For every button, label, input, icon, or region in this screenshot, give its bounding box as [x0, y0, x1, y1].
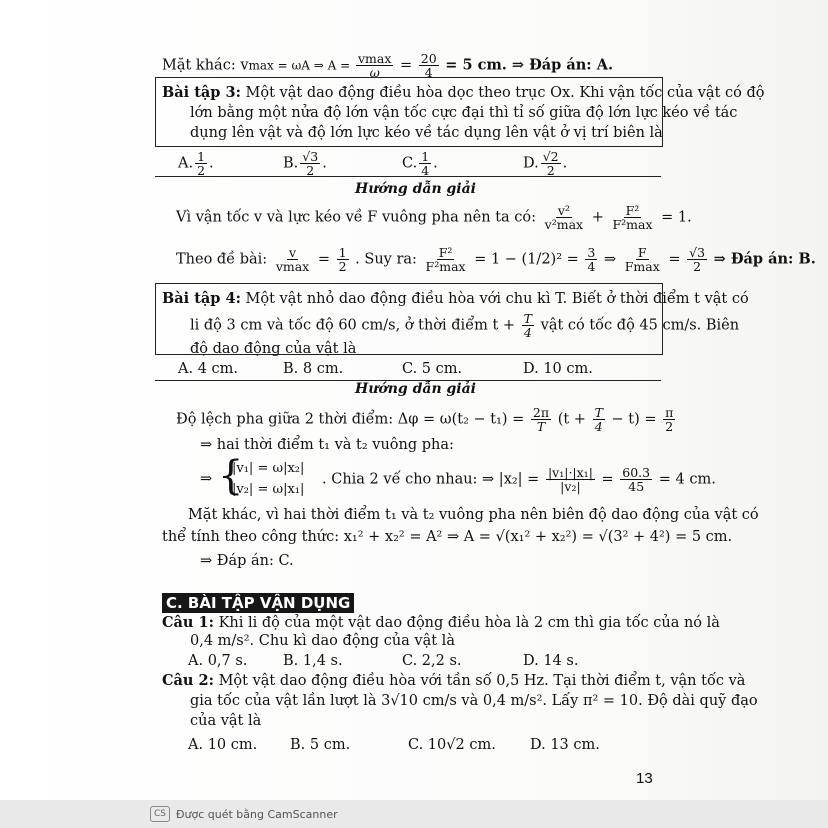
question-2-option-c: C. 10√2 cm.: [408, 737, 496, 753]
solution-3-line-2: Theo đề bài: $\frac{v}{vmax}$ = $\frac{1}{2}$ . Suy ra: $\frac{\text{F²}}{\text{F²max}}$ = 1 − (1/2)² = $\frac{3}{4}$ ⇒ $\frac{F}{Fmax}$ = $\frac{√3}{2}$ ⇒ Đáp án: B.: [176, 245, 816, 274]
section-c-header: C. BÀI TẬP VẬN DỤNG: [162, 593, 354, 613]
solution-3-line-1: Vì vận tốc v và lực kéo về F vuông pha nên ta có: $\frac{\text{v²}}{\text{v²max}}$ + $\frac{\text{F²}}{\text{F²max}}$ = 1.: [176, 203, 692, 232]
exercise-3-option-a: A. $\frac{1}{2}$ .: [178, 149, 214, 178]
solution-4-heading: Hướng dẫn giải: [355, 381, 476, 397]
camscanner-logo-icon: CS: [150, 806, 170, 822]
question-1-line-2: 0,4 m/s². Chu kì dao động của vật là: [190, 633, 455, 649]
intro-line: Mặt khác: vmax = ωA ⇒ A = $\frac{vmax}{\omega}$ = $\frac{20}{4}$ = 5 cm. ⇒ Đáp án: A.: [162, 51, 613, 80]
exercise-3-option-b: B. $\frac{√3}{2}$ .: [283, 149, 327, 178]
exercise-3-option-c: C. $\frac{1}{4}$ .: [402, 149, 438, 178]
question-2-option-b: B. 5 cm.: [290, 737, 351, 753]
question-1-option-a: A. 0,7 s.: [188, 653, 248, 669]
question-2-line-1: Câu 2: Một vật dao động điều hòa với tần số 0,5 Hz. Tại thời điểm t, vận tốc và: [162, 672, 746, 689]
question-2-line-2: gia tốc của vật lần lượt là 3√10 cm/s và 0,4 m/s². Lấy π² = 10. Độ dài quỹ đạo: [190, 693, 758, 709]
solution-4-line-3: . Chia 2 vế cho nhau: ⇒ |x₂| = $\frac{\text{|v₁|·|x₁|}}{\text{|v₂|}}$ = $\frac{60.3}{45}$ = 4 cm.: [322, 465, 716, 494]
exercise-4-option-a: A. 4 cm.: [178, 361, 239, 377]
exercise-3-line-2: lớn bằng một nửa độ lớn vận tốc cực đại thì tỉ số giữa độ lớn lực kéo về tác: [190, 105, 738, 121]
system-brace: {: [218, 453, 244, 499]
exercise-4-option-b: B. 8 cm.: [283, 361, 344, 377]
exercise-3-rule: [155, 176, 661, 177]
solution-4-line-5: thể tính theo công thức: x₁² + x₂² = A² ⇒ A = √(x₁² + x₂²) = √(3² + 4²) = 5 cm.: [162, 529, 733, 545]
page-number: 13: [636, 770, 653, 787]
question-1-line-1: Câu 1: Khi li độ của một vật dao động điều hòa là 2 cm thì gia tốc của nó là: [162, 614, 720, 631]
solution-4-line-6: ⇒ Đáp án: C.: [200, 553, 294, 569]
system-eq-1: |v₁| = ω|x₂|: [232, 461, 305, 476]
solution-4-line-4: Mặt khác, vì hai thời điểm t₁ và t₂ vuông pha nên biên độ dao động của vật có: [188, 507, 759, 523]
question-2-line-3: của vật là: [190, 713, 262, 729]
question-1-option-c: C. 2,2 s.: [402, 653, 462, 669]
solution-4-line-1: Độ lệch pha giữa 2 thời điểm: Δφ = ω(t₂ − t₁) = $\frac{2\pi}{T}$ (t + $\frac{T}{4}$ − t) = $\frac{\pi}{2}$: [176, 405, 674, 434]
exercise-4-line-3: độ dao động của vật là: [190, 341, 357, 357]
exercise-3-line-3: dụng lên vật và độ lớn lực kéo về tác dụng lên vật ở vị trí biên là: [190, 125, 663, 141]
exercise-4-option-c: C. 5 cm.: [402, 361, 463, 377]
exercise-3-line-1: Bài tập 3: Một vật dao động điều hòa dọc theo trục Ox. Khi vận tốc của vật có độ: [162, 84, 765, 101]
solution-4-line-2: ⇒ hai thời điểm t₁ và t₂ vuông pha:: [200, 437, 454, 453]
scanner-footer: [0, 800, 828, 828]
exercise-3-option-d: D. $\frac{√2}{2}$ .: [523, 149, 568, 178]
exercise-4-option-d: D. 10 cm.: [523, 361, 593, 377]
question-2-option-a: A. 10 cm.: [188, 737, 258, 753]
solution-4-arrow: ⇒: [200, 471, 213, 487]
system-eq-2: |v₂| = ω|x₁|: [232, 482, 305, 497]
footer-text: Được quét bằng CamScanner: [176, 807, 338, 821]
question-1-option-d: D. 14 s.: [523, 653, 579, 669]
question-2-option-d: D. 13 cm.: [530, 737, 600, 753]
solution-3-heading: Hướng dẫn giải: [355, 181, 476, 197]
exercise-4-line-1: Bài tập 4: Một vật nhỏ dao động điều hòa với chu kì T. Biết ở thời điểm t vật có: [162, 290, 749, 307]
exercise-4-line-2: li độ 3 cm và tốc độ 60 cm/s, ở thời điểm t + $\frac{T}{4}$ vật có tốc độ 45 cm/s. Biên: [190, 311, 740, 340]
question-1-option-b: B. 1,4 s.: [283, 653, 343, 669]
